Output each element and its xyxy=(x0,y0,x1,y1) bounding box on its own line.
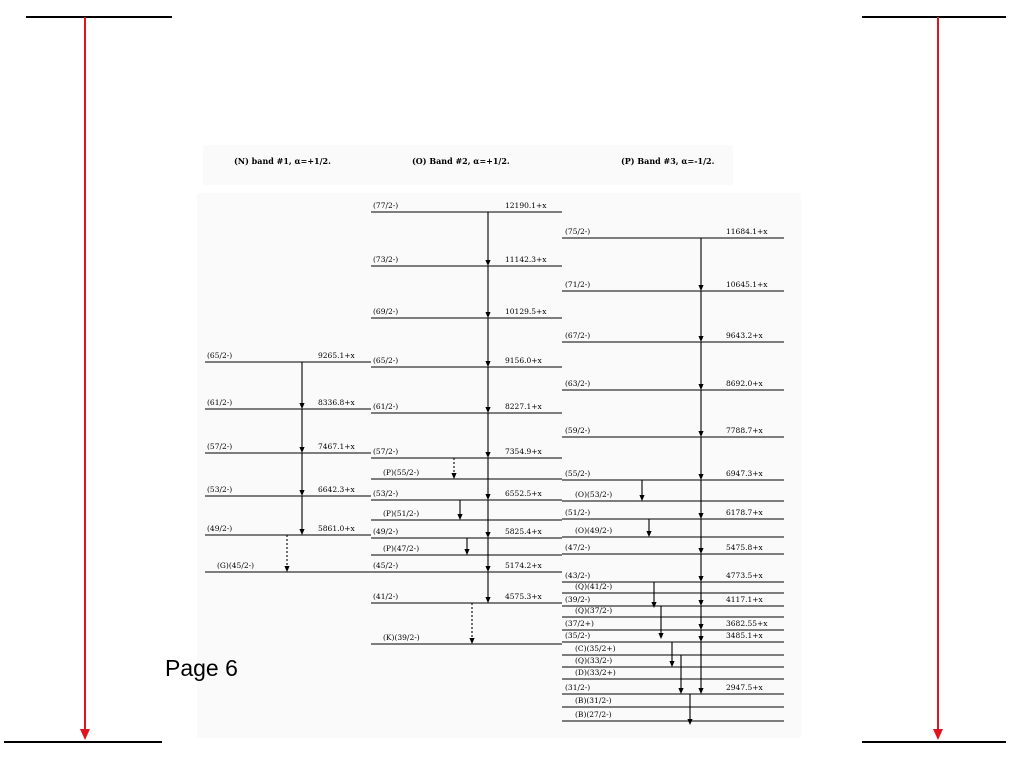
band3-energy-label-7: 6178.7+x xyxy=(726,508,763,517)
band1-spin-label-4: (49/2-) xyxy=(207,524,233,533)
band2-transition-6-head xyxy=(485,532,490,538)
band3-transition-8-head xyxy=(698,600,703,606)
band2-spin-label-3: (65/2-) xyxy=(373,356,399,365)
band3-spin-label-14: (37/2+) xyxy=(565,619,594,628)
band3-transition-9-head xyxy=(698,624,703,630)
band3-spin-label-2: (67/2-) xyxy=(565,331,591,340)
band1-spin-label-0: (65/2-) xyxy=(207,351,233,360)
band3-spin-label-12: (39/2-) xyxy=(565,595,591,604)
band1-spin-label-2: (57/2-) xyxy=(207,442,233,451)
band2-transition-0-head xyxy=(485,260,490,266)
band3-spin-label-7: (51/2-) xyxy=(565,508,591,517)
band2-energy-label-9: 5825.4+x xyxy=(505,527,542,536)
band3-transition-4-head xyxy=(698,474,703,480)
band3-link-33-head xyxy=(669,661,674,667)
band2-spin-label-9: (49/2-) xyxy=(373,527,399,536)
band3-title: (P) Band #3, α=-1/2. xyxy=(621,156,715,166)
band1-transition-0-head xyxy=(299,403,304,409)
band3-spin-label-19: (31/2-) xyxy=(565,683,591,692)
band3-spin-label-9: (47/2-) xyxy=(565,543,591,552)
band3-spin-label-1: (71/2-) xyxy=(565,280,591,289)
band3-link-49-head xyxy=(646,531,651,537)
band3-link-41-head xyxy=(651,602,656,608)
band1-energy-label-3: 6642.3+x xyxy=(318,485,355,494)
band2-spin-label-12: (41/2-) xyxy=(373,592,399,601)
band3-spin-label-13: (Q)(37/2-) xyxy=(575,606,613,615)
band3-energy-label-2: 9643.2+x xyxy=(726,331,763,340)
band3-spin-label-10: (43/2-) xyxy=(565,571,591,580)
band2-transition-7-head xyxy=(485,566,490,572)
band1-spin-label-3: (53/2-) xyxy=(207,485,233,494)
band3-energy-label-5: 6947.3+x xyxy=(726,469,763,478)
band3-spin-label-21: (B)(27/2-) xyxy=(575,710,612,719)
band3-spin-label-0: (75/2-) xyxy=(565,227,591,236)
band3-link-53-head xyxy=(639,495,644,501)
band2-transition-3-head xyxy=(485,407,490,413)
band3-energy-label-0: 11684.1+x xyxy=(726,227,768,236)
band2-spin-label-5: (57/2-) xyxy=(373,447,399,456)
band2-energy-label-12: 4575.3+x xyxy=(505,592,542,601)
band2-spin-label-10: (P)(47/2-) xyxy=(383,544,420,553)
band3-transition-0-head xyxy=(698,285,703,291)
band2-spin-label-13: (K)(39/2-) xyxy=(383,633,420,642)
band2-energy-label-4: 8227.1+x xyxy=(505,402,542,411)
band3-transition-7-head xyxy=(698,576,703,582)
band2-spin-label-8: (P)(51/2-) xyxy=(383,509,420,518)
page-number: Page 6 xyxy=(165,655,238,681)
band3-spin-label-15: (35/2-) xyxy=(565,631,591,640)
band3-transition-11-head xyxy=(698,688,703,694)
band2-energy-label-0: 12190.1+x xyxy=(505,201,547,210)
band3-link-27-head xyxy=(687,719,692,725)
band2-energy-label-11: 5174.2+x xyxy=(505,561,542,570)
band1-spin-label-5: (G)(45/2-) xyxy=(217,561,255,570)
band2-energy-label-1: 11142.3+x xyxy=(505,255,547,264)
band3-spin-label-6: (O)(53/2-) xyxy=(575,490,613,499)
band2-energy-label-3: 9156.0+x xyxy=(505,356,542,365)
band2-link-51-head xyxy=(457,514,462,520)
band3-spin-label-17: (Q)(33/2-) xyxy=(575,656,613,665)
band3-energy-label-12: 4117.1+x xyxy=(726,595,763,604)
band3-spin-label-5: (55/2-) xyxy=(565,469,591,478)
band3-spin-label-8: (O)(49/2-) xyxy=(575,526,613,535)
band2-link-55-head xyxy=(451,473,456,479)
band2-spin-label-7: (53/2-) xyxy=(373,489,399,498)
band1-transition-1-head xyxy=(299,447,304,453)
band1-energy-label-1: 8336.8+x xyxy=(318,398,355,407)
band3-spin-label-4: (59/2-) xyxy=(565,426,591,435)
band3-transition-6-head xyxy=(698,548,703,554)
band2-energy-label-7: 6552.5+x xyxy=(505,489,542,498)
band3-spin-label-11: (Q)(41/2-) xyxy=(575,582,613,591)
band1-decay-out-head xyxy=(284,566,289,572)
band3-energy-label-14: 3682.55+x xyxy=(726,619,768,628)
band3-energy-label-3: 8692.0+x xyxy=(726,379,763,388)
band2-spin-label-1: (73/2-) xyxy=(373,255,399,264)
band1-energy-label-2: 7467.1+x xyxy=(318,442,355,451)
band2-spin-label-2: (69/2-) xyxy=(373,307,399,316)
band3-energy-label-15: 3485.1+x xyxy=(726,631,763,640)
band1-transition-2-head xyxy=(299,490,304,496)
band1-spin-label-1: (61/2-) xyxy=(207,398,233,407)
band2-transition-4-head xyxy=(485,452,490,458)
band2-decay-out-head xyxy=(469,638,474,644)
band3-transition-1-head xyxy=(698,336,703,342)
band3-spin-label-18: (D)(33/2+) xyxy=(575,668,616,677)
band3-spin-label-16: (C)(35/2+) xyxy=(575,644,616,653)
band2-spin-label-11: (45/2-) xyxy=(373,561,399,570)
band3-energy-label-1: 10645.1+x xyxy=(726,280,768,289)
band2-spin-label-4: (61/2-) xyxy=(373,402,399,411)
band2-link-47-head xyxy=(464,549,469,555)
band1-energy-label-0: 9265.1+x xyxy=(318,351,355,360)
band3-link-31-head xyxy=(678,688,683,694)
band3-link-37-head xyxy=(658,633,663,639)
band2-energy-label-5: 7354.9+x xyxy=(505,447,542,456)
band3-energy-label-9: 5475.8+x xyxy=(726,543,763,552)
band3-energy-label-4: 7788.7+x xyxy=(726,426,763,435)
band2-transition-5-head xyxy=(485,494,490,500)
band3-transition-5-head xyxy=(698,513,703,519)
band1-transition-3-head xyxy=(299,529,304,535)
band3-transition-3-head xyxy=(698,431,703,437)
band3-transition-2-head xyxy=(698,384,703,390)
band2-energy-label-2: 10129.5+x xyxy=(505,307,547,316)
band2-spin-label-6: (P)(55/2-) xyxy=(383,468,420,477)
band2-spin-label-0: (77/2-) xyxy=(373,201,399,210)
band2-transition-1-head xyxy=(485,312,490,318)
band3-energy-label-10: 4773.5+x xyxy=(726,571,763,580)
band2-title: (O) Band #2, α=+1/2. xyxy=(412,156,510,166)
band3-spin-label-3: (63/2-) xyxy=(565,379,591,388)
band3-energy-label-19: 2947.5+x xyxy=(726,683,763,692)
band2-transition-8-head xyxy=(485,597,490,603)
band3-spin-label-20: (B)(31/2-) xyxy=(575,696,612,705)
band1-title: (N) band #1, α=+1/2. xyxy=(234,156,331,166)
band1-energy-label-4: 5861.0+x xyxy=(318,524,355,533)
band2-transition-2-head xyxy=(485,361,490,367)
band3-transition-10-head xyxy=(698,636,703,642)
